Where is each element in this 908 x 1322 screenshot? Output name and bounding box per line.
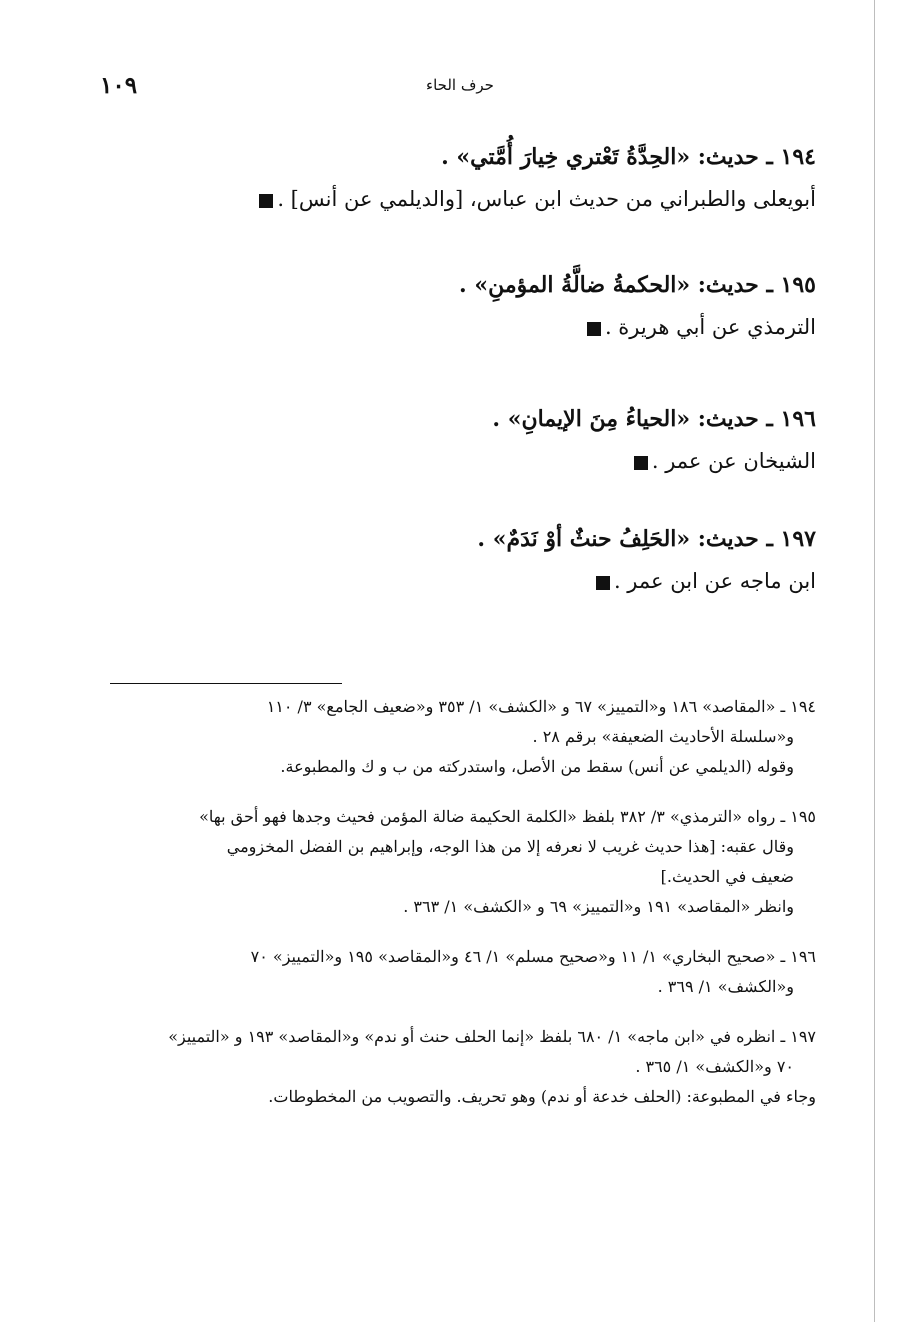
hadith-source [110, 310, 816, 344]
footnote-195 [110, 802, 816, 922]
footnote-line: وقوله (الديلمي عن أنس) سقط من الأصل، واستدركته من ب و ك والمطبوعة. [280, 757, 794, 776]
footnotes [110, 692, 816, 1132]
source-text: الترمذي عن أبي هريرة . [604, 315, 816, 339]
source-text: ابن ماجه عن ابن عمر . [613, 569, 816, 593]
end-square-icon [259, 194, 273, 208]
footnote-line: ١٩٧ ـ انظره في «ابن ماجه» ١/ ٦٨٠ بلفظ «إنما الحلف حنث أو ندم» و«المقاصد» ١٩٣ و «التمييز» [168, 1027, 816, 1046]
page-number: ١٠٩ [100, 72, 138, 99]
footnote-line: و«سلسلة الأحاديث الضعيفة» برقم ٢٨ . [532, 727, 794, 746]
footnote-194 [110, 692, 816, 782]
source-text: أبويعلى والطبراني من حديث ابن عباس، [والديلمي عن أنس] . [277, 187, 816, 211]
hadith-entry-196 [110, 402, 816, 478]
footnote-line: ضعيف في الحديث.] [660, 867, 794, 886]
footnote-line: ٧٠ و«الكشف» ١/ ٣٦٥ . [635, 1057, 794, 1076]
hadith-text: ١٩٧ ـ حديث: «الحَلِفُ حنثٌ أوْ نَدَمٌ» . [477, 526, 816, 552]
footnote-line: ١٩٤ ـ «المقاصد» ١٨٦ و«التمييز» ٦٧ و «الكشف» ١/ ٣٥٣ و«ضعيف الجامع» ٣/ ١١٠ [266, 697, 816, 716]
footnote-separator [110, 683, 342, 684]
end-square-icon [587, 322, 601, 336]
source-text: الشيخان عن عمر . [651, 449, 816, 473]
footnote-line: ١٩٥ ـ رواه «الترمذي» ٣/ ٣٨٢ بلفظ «الكلمة الحكيمة ضالة المؤمن فحيث وجدها فهو أحق بها» [199, 807, 816, 826]
footnote-line: وقال عقبه: [هذا حديث غريب لا نعرفه إلا من هذا الوجه، وإبراهيم بن الفضل المخزومي [226, 837, 794, 856]
footnote-197 [110, 1022, 816, 1112]
end-square-icon [596, 576, 610, 590]
footnote-line: وانظر «المقاصد» ١٩١ و«التمييز» ٦٩ و «الكشف» ١/ ٣٦٣ . [403, 897, 794, 916]
footnote-line: وجاء في المطبوعة: (الحلف خدعة أو ندم) وهو تحريف. والتصويب من المخطوطات. [268, 1087, 816, 1106]
hadith-entry-195 [110, 268, 816, 344]
hadith-source [110, 564, 816, 598]
footnote-line: و«الكشف» ١/ ٣٦٩ . [657, 977, 794, 996]
chapter-title: حرف الحاء [426, 76, 494, 94]
running-header [100, 72, 820, 102]
hadith-text: ١٩٦ ـ حديث: «الحياءُ مِنَ الإيمانِ» . [492, 406, 816, 432]
footnote-196 [110, 942, 816, 1002]
hadith-entry-197 [110, 522, 816, 598]
hadith-source [110, 182, 816, 216]
page-edge-line [874, 0, 875, 1322]
hadith-text: ١٩٥ ـ حديث: «الحكمةُ ضالَّةُ المؤمنِ» . [459, 272, 816, 298]
hadith-source [110, 444, 816, 478]
footnote-line: ١٩٦ ـ «صحيح البخاري» ١/ ١١ و«صحيح مسلم» ١/ ٤٦ و«المقاصد» ١٩٥ و«التمييز» ٧٠ [250, 947, 816, 966]
hadith-text: ١٩٤ ـ حديث: «الحِدَّةُ تَعْتري خِيارَ أُمَّتي» . [441, 144, 816, 170]
end-square-icon [634, 456, 648, 470]
hadith-entry-194 [110, 140, 816, 216]
